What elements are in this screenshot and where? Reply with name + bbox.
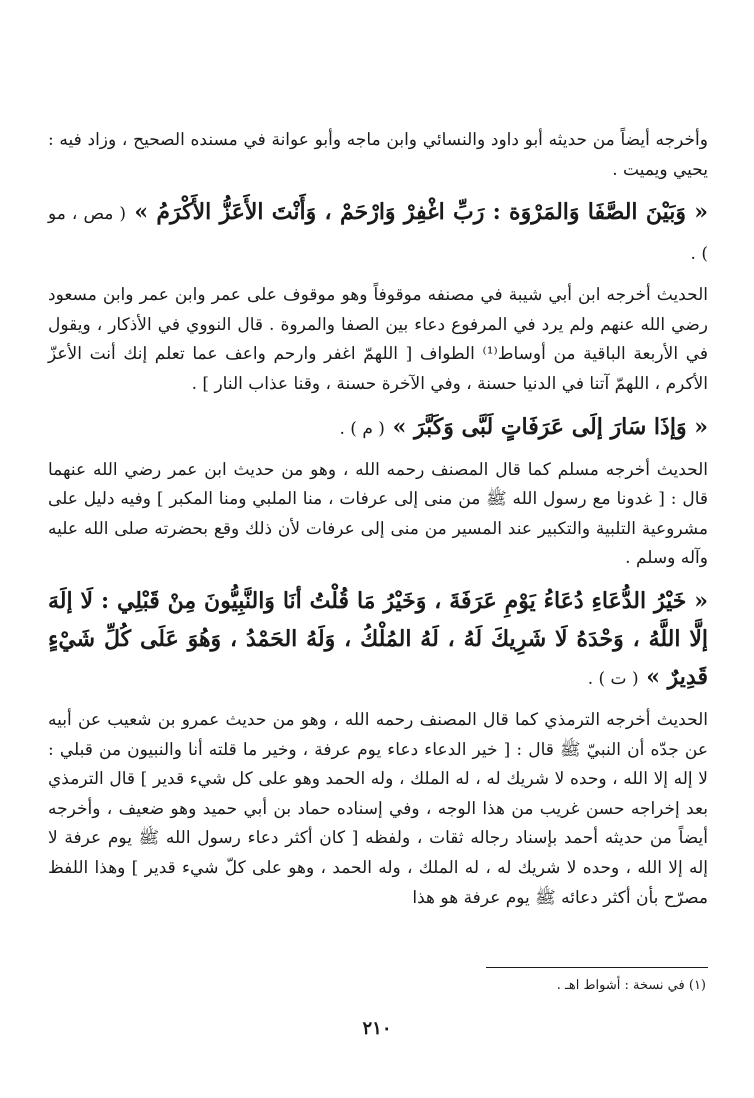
hadith-quote-1-text: « وَبَيْنَ الصَّفَا وَالمَرْوَة : رَبِّ اغْفِرْ وَارْحَمْ ، وَأَنْتَ الأَعَزُّ الأَكْرَمُ » — [134, 199, 708, 226]
footnote-divider — [486, 967, 708, 968]
hadith-quote-3-text: « خَيْرُ الدُّعَاءِ دُعَاءُ يَوْمِ عَرَفَةَ ، وَخَيْرُ مَا قُلْتُ أنَا وَالنَّبِيُّونَ مِنْ قَبْلِي : لَا إلَهَ إلَّا اللَّهُ ، وَحْدَهُ لَا شَرِيكَ لَهُ ، لَهُ المُلْكُ ، وَلَهُ الحَمْدُ ، وَهُوَ عَلَى كُلِّ شَيْءٍ قَدِيرٌ » — [48, 587, 708, 690]
paragraph-2: الحديث أخرجه ابن أبي شيبة في مصنفه موقوفاً وهو موقوف على عمر وابن عمر وابن مسعود رضي الله عنهم ولم يرد في المرفوع دعاء بين الصفا والمروة . قال النووي في الأذكار ، ويقول في الأربعة الباقية من أوساط⁽¹⁾ الطواف [ اللهمّ اغفر وارحم واعف عما تعلم إنك أنت الأعزّ الأكرم ، اللهمّ آتنا في الدنيا حسنة ، وفي الآخرة حسنة ، وقنا عذاب النار ] . — [48, 285, 708, 394]
hadith-quote-2 — [48, 408, 708, 448]
paragraph-3: الحديث أخرجه مسلم كما قال المصنف رحمه الله ، وهو من حديث ابن عمر رضي الله عنهما قال : [ غدونا مع رسول الله ﷺ من منى إلى عرفات ، منا الملبي ومنا المكبر ] وفيه دليل على مشروعية التلبية والتكبير عند المسير من منى إلى عرفات لأن ذلك وقع بحضرته صلى الله عليه وآله وسلم . — [48, 459, 708, 569]
paragraph-1: وأخرجه أيضاً من حديثه أبو داود والنسائي وابن ماجه وأبو عوانة في مسنده الصحيح ، وزاد فيه : يحيي ويميت . — [48, 130, 708, 180]
hadith-quote-1 — [48, 193, 708, 273]
footnote: (١) في نسخة : أشواط اهـ . — [556, 978, 706, 993]
page-number: ٢١٠ — [362, 1018, 392, 1039]
hadith-quote-2-text: « وَإذَا سَارَ إلَى عَرَفَاتٍ لَبَّى وَكَبَّرَ » — [392, 413, 708, 440]
hadith-quote-3 — [48, 582, 708, 698]
paragraph-4: الحديث أخرجه الترمذي كما قال المصنف رحمه الله ، وهو من حديث عمرو بن شعيب عن أبيه عن جدّه أن النبيّ ﷺ قال : [ خير الدعاء دعاء يوم عرفة ، وخير ما قلته أنا والنبيون من قبلي : لا إله إلا الله ، وحده لا شريك له ، له الملك ، وله الحمد وهو على كل شيء قدير ] قال الترمذي بعد إخراجه حسن غريب من هذا الوجه ، وفي إسناده حماد بن أبي حميد وهو ضعيف ، وأخرجه أيضاً من حديثه أحمد بإسناد رجاله ثقات ، ولفظه [ كان أكثر دعاء رسول الله ﷺ يوم عرفة لا إله إلا الله ، وحده لا شريك له ، له الملك ، وله الحمد ، وهو على كلّ شيء قدير ] وهذا اللفظ مصرّح بأن أكثر دعائه ﷺ يوم عرفة هو هذا — [48, 709, 708, 908]
page-body — [48, 126, 708, 921]
hadith-quote-1-ref: ( مص ، مو ) . — [48, 204, 708, 265]
hadith-quote-2-ref: ( م ) . — [339, 418, 385, 439]
hadith-quote-3-ref: ( ت ) . — [587, 668, 639, 689]
